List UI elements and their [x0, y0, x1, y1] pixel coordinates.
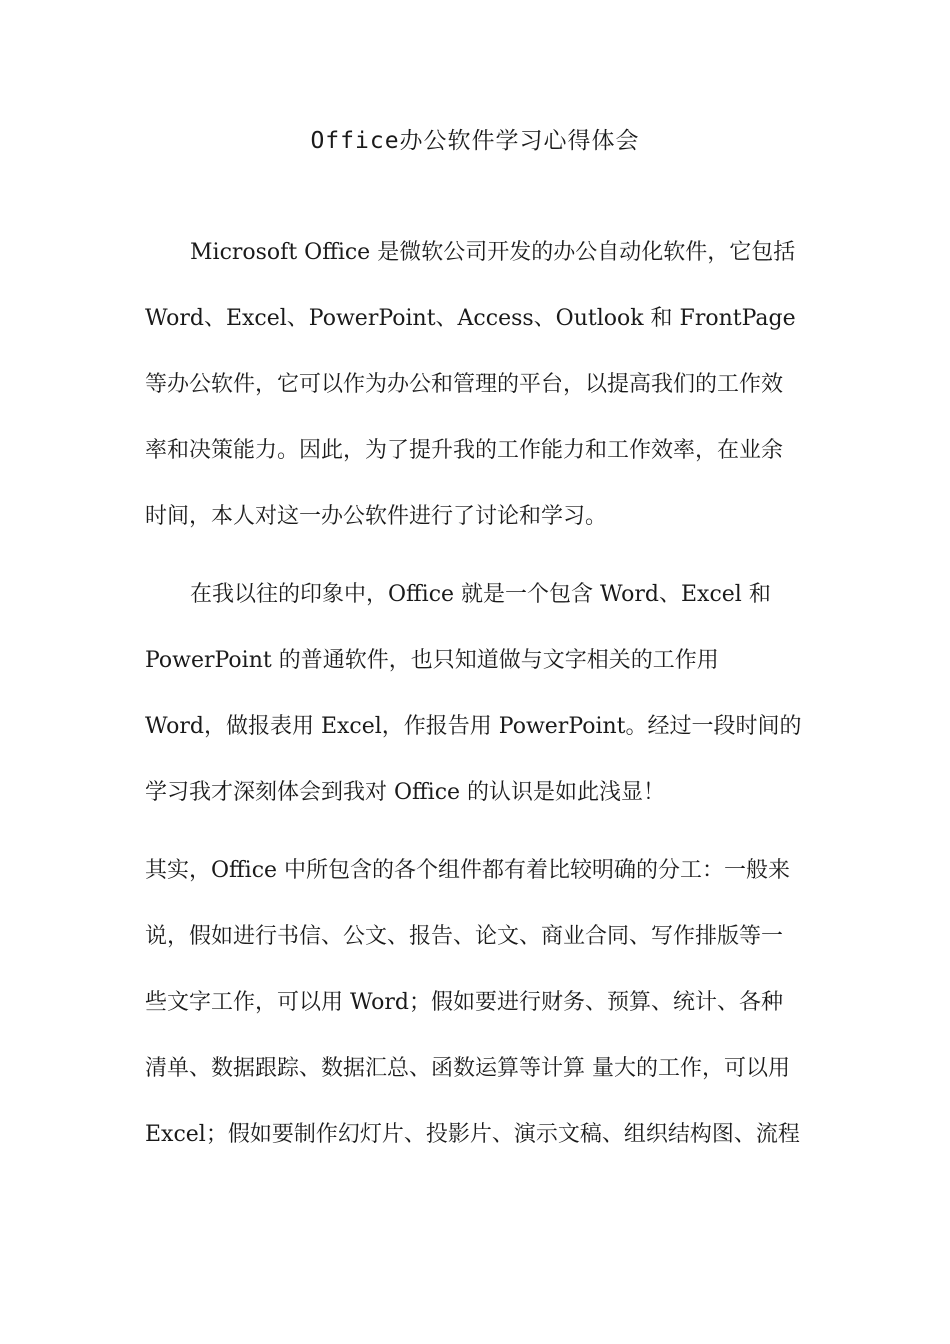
paragraph-3-line-5: Excel；假如要制作幻灯片、投影片、演示文稿、组织结构图、流程 — [145, 1122, 800, 1147]
document-title: Office办公软件学习心得体会 — [310, 128, 640, 154]
paragraph-3-line-1: 其实，Office 中所包含的各个组件都有着比较明确的分工：一般来 — [145, 858, 791, 883]
paragraph-2-line-3: Word，做报表用 Excel，作报告用 PowerPoint。经过一段时间的 — [145, 714, 802, 739]
paragraph-2-line-2: PowerPoint 的普通软件，也只知道做与文字相关的工作用 — [145, 648, 719, 673]
paragraph-3-line-2: 说，假如进行书信、公文、报告、论文、商业合同、写作排版等一 — [145, 924, 784, 949]
paragraph-2-line-4: 学习我才深刻体会到我对 Office 的认识是如此浅显！ — [145, 780, 666, 805]
paragraph-1-line-1: Microsoft Office 是微软公司开发的办公自动化软件，它包括 — [190, 240, 796, 265]
paragraph-3-line-3: 些文字工作，可以用 Word；假如要进行财务、预算、统计、各种 — [145, 990, 783, 1015]
paragraph-3-line-4: 清单、数据跟踪、数据汇总、函数运算等计算 量大的工作，可以用 — [145, 1056, 790, 1081]
paragraph-1-line-2: Word、Excel、PowerPoint、Access、Outlook 和 FrontPage — [145, 306, 796, 331]
paragraph-2-line-1: 在我以往的印象中，Office 就是一个包含 Word、Excel 和 — [190, 582, 771, 607]
paragraph-1-line-3: 等办公软件，它可以作为办公和管理的平台，以提高我们的工作效 — [145, 372, 784, 397]
paragraph-1-line-4: 率和决策能力。因此，为了提升我的工作能力和工作效率，在业余 — [145, 438, 784, 463]
paragraph-1-line-5: 时间，本人对这一办公软件进行了讨论和学习。 — [145, 504, 608, 529]
